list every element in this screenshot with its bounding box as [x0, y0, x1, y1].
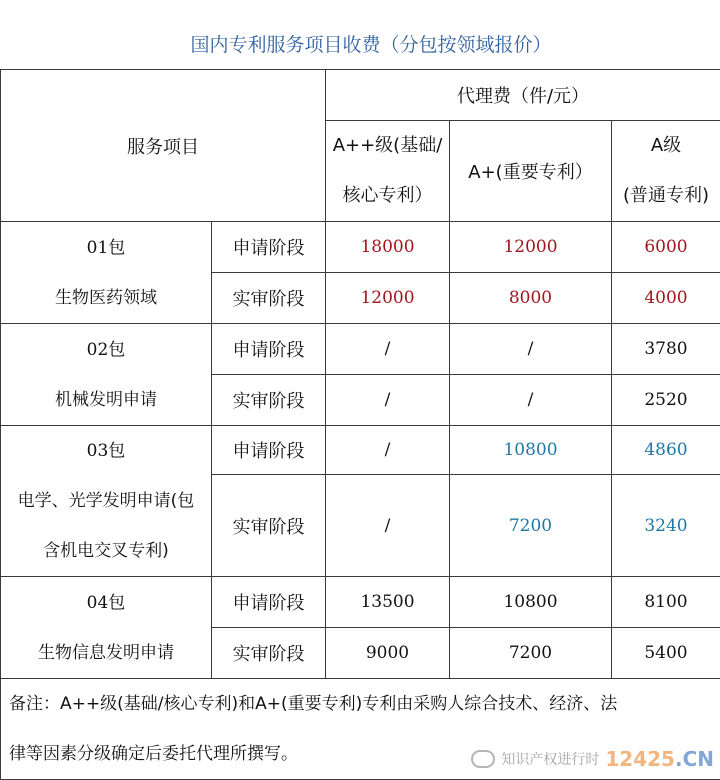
fee-value: 6000 [612, 222, 720, 273]
stage-label: 申请阶段 [212, 324, 326, 375]
fee-value: 7200 [450, 628, 612, 679]
stage-label: 实审阶段 [212, 273, 326, 324]
fee-value: / [326, 426, 450, 475]
header-fee: 代理费（件/元） [326, 70, 720, 121]
note-line2: 律等因素分级确定后委托代理所撰写。 [9, 729, 712, 779]
header-service-item: 服务项目 [1, 70, 326, 222]
stage-label: 实审阶段 [212, 375, 326, 426]
fee-value: 12000 [326, 273, 450, 324]
fee-table [0, 69, 720, 780]
fee-value: 10800 [450, 577, 612, 628]
header-tier-a-plus-plus-line2: 核心专利） [326, 171, 449, 221]
fee-value: 5400 [612, 628, 720, 679]
site-logo-blue: .CN [675, 747, 714, 771]
watermark-text: 知识产权进行时 [501, 749, 599, 769]
page-title: 国内专利服务项目收费（分包按领域报价） [0, 30, 720, 60]
package-field: 机械发明申请 [1, 375, 211, 425]
header-tier-a [612, 121, 720, 222]
fee-value: / [450, 375, 612, 426]
fee-value: 18000 [326, 222, 450, 273]
fee-value: 3780 [612, 324, 720, 375]
fee-value: 8000 [450, 273, 612, 324]
stage-label: 申请阶段 [212, 222, 326, 273]
stage-label: 实审阶段 [212, 628, 326, 679]
package-code: 02包 [1, 325, 211, 375]
stage-label: 实审阶段 [212, 475, 326, 577]
header-tier-a-plus-plus [326, 121, 450, 222]
fee-value: 8100 [612, 577, 720, 628]
package-field: 生物信息发明申请 [1, 628, 211, 678]
header-tier-a-plus: A+(重要专利） [450, 121, 612, 222]
fee-value: / [326, 324, 450, 375]
fee-value: 7200 [450, 475, 612, 577]
header-tier-a-line1: A级 [612, 121, 720, 171]
fee-value: 3240 [612, 475, 720, 577]
package-01-cell [1, 222, 212, 324]
site-logo-orange: 12425 [605, 747, 675, 771]
package-field-line1: 电学、光学发明申请(包 [1, 476, 211, 526]
wechat-icon [471, 750, 495, 768]
fee-value: / [326, 375, 450, 426]
package-02-cell [1, 324, 212, 426]
fee-value: 2520 [612, 375, 720, 426]
header-tier-a-plus-plus-line1: A++级(基础/ [326, 121, 449, 171]
fee-value: 4000 [612, 273, 720, 324]
package-03-cell [1, 426, 212, 577]
fee-value: 9000 [326, 628, 450, 679]
stage-label: 申请阶段 [212, 577, 326, 628]
fee-value: 4860 [612, 426, 720, 475]
stage-label: 申请阶段 [212, 426, 326, 475]
fee-value: / [326, 475, 450, 577]
fee-value: 13500 [326, 577, 450, 628]
fee-value: 12000 [450, 222, 612, 273]
package-field-line2: 含机电交叉专利) [1, 526, 211, 576]
package-04-cell [1, 577, 212, 679]
fee-value: / [450, 324, 612, 375]
header-tier-a-line2: (普通专利) [612, 171, 720, 221]
package-code: 04包 [1, 578, 211, 628]
watermark [471, 747, 714, 771]
note-line1: 备注：A++级(基础/核心专利)和A+(重要专利)专利由采购人综合技术、经济、法 [9, 679, 712, 729]
package-field: 生物医药领域 [1, 273, 211, 323]
fee-value: 10800 [450, 426, 612, 475]
package-code: 01包 [1, 223, 211, 273]
package-code: 03包 [1, 426, 211, 476]
site-logo [605, 747, 714, 771]
